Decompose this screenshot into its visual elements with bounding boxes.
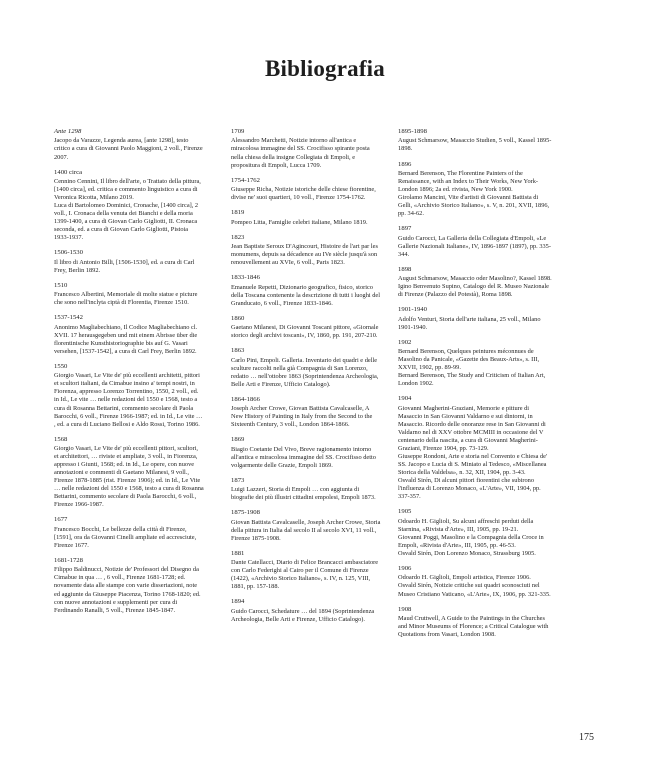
entry-year: 1908 xyxy=(398,605,412,613)
entry-year: 1754-1762 xyxy=(231,176,260,184)
reference-text: Guido Carocci, Schedature … del 1894 (Soprintendenza Archeologia, Belle Arti e Firenze, Ufficio Catalogo). xyxy=(231,607,375,623)
bibliography-entry xyxy=(398,306,552,332)
entry-year: 1897 xyxy=(398,225,412,233)
reference-text: Joseph Archer Crowe, Giovan Battista Cavalcaselle, A New History of Painting in Italy from the Second to the Sixteenth Century, 3 voll., London 1864-1866. xyxy=(231,405,373,429)
reference-text: Emanuele Repetti, Dizionario geografico, fisico, storico della Toscana contenente la descrizione di tutti i luoghi del Granducato, 6 voll., Firenze 1833-1846. xyxy=(231,283,380,307)
bibliography-entry xyxy=(398,266,552,300)
reference-text: Guido Carocci, La Galleria della Collegiata d'Empoli, «Le Gallerie Nazionali Italiane», IV, 1896-1897 (1897), pp. 335-344. xyxy=(398,234,551,258)
reference-text: Luigi Lazzeri, Storia di Empoli … con aggiunta di biografie dei più illustri cittadini empolesi, Empoli 1873. xyxy=(231,486,376,502)
reference-text: Osvald Sirén, Notizie critiche sui quadri sconosciuti nel Museo Cristiano Vaticano, «L'Arte», IX, 1906, pp. 321-335. xyxy=(398,582,551,598)
bibliography-entry xyxy=(231,315,381,341)
bibliography-entry xyxy=(231,598,381,624)
entry-year: 1898 xyxy=(398,265,412,273)
reference-text: Giorgio Vasari, Le Vite de' più eccellenti architetti, pittori et scultori italiani, da Cimabue insino a' tempi nostri, in Fiorenza, appresso Lorenzo Torrentino, 1550, 2 voll., ed. in Id., Le vite … nelle redazioni del 1550 e 1568, testo a cura di Rosanna Bettarini, commento secolare di Paola Barocchi, 6 voll., Firenze 1966-1987; ed. in Id., Le vite … , ed. a cura di Luciano Bellosi e Aldo Rossi, Torino 1986. xyxy=(54,372,203,428)
reference-text: Jacopo da Varazze, Legenda aurea, [ante 1298], testo critico a cura di Giovanni Paolo Maggioni, 2 voll., Firenze 2007. xyxy=(54,137,203,161)
entry-year: 1510 xyxy=(54,281,68,289)
entry-year: 1709 xyxy=(231,128,245,135)
entry-year: 1863 xyxy=(231,347,245,355)
reference-text: Giorgio Vasari, Le Vite de' più eccellenti pittori, scultori, et architettori, … riviste et ampliate, 3 voll., in Fiorenza, appresso i Giunti, 1568; ed. in Id., Le opere, con nuove annotazioni e commenti di Gaetano Milanesi, 9 voll., Firenze 1878-1885 (rist. Firenze 1906); ed. in Id., Le Vite … nelle redazioni del 1550 e 1568, testo a cura di Rosanna Bettarini, commento secolare di Paola Barocchi, 6 voll., Firenze 1966-1987. xyxy=(54,445,204,509)
entry-year: 1681-1728 xyxy=(54,556,83,564)
bibliography-entry xyxy=(231,477,381,503)
bibliography-entry xyxy=(54,516,204,550)
entry-year: Ante 1298 xyxy=(54,128,82,135)
bibliography-entry xyxy=(231,128,381,170)
entry-year: 1833-1846 xyxy=(231,274,260,282)
bibliography-entry xyxy=(54,363,204,429)
bibliography-entry xyxy=(231,234,381,268)
entry-year: 1902 xyxy=(398,338,412,346)
entry-year: 1906 xyxy=(398,565,412,573)
entry-year: 1895-1898 xyxy=(398,128,427,135)
reference-text: Osvald Sirén, Don Lorenzo Monaco, Strassburg 1905. xyxy=(398,549,536,557)
bibliography-entry xyxy=(398,225,552,259)
reference-text: Maud Cruttwell, A Guide to the Paintings in the Churches and Minor Museums of Florence; a Critical Catalogue with Quotations from Vasari, London 1908. xyxy=(398,614,549,639)
reference-text: Carlo Pini, Empoli. Galleria. Inventario dei quadri e delle sculture raccolti nella già Compagnia di San Lorenzo, redatto … nell'ottobre 1863 (Soprintendenza Archeologia, Belle Arti e Firenze, Ufficio Catalogo). xyxy=(231,356,379,388)
reference-text: August Schmarsow, Masaccio Studien, 5 voll., Kassel 1895-1898. xyxy=(398,137,552,153)
reference-text: Odoardo H. Giglioli, Empoli artistica, Firenze 1906. xyxy=(398,574,531,582)
reference-text: Anonimo Magliabechiano, Il Codice Magliabechiano cl. XVII. 17 herausgegeben und mit einem Abrisse über die florentinische Kunsthistoriographie bis auf G. Vasari versehen, [1537-1542], a cura di Carl Frey, Berlin 1892. xyxy=(54,323,198,355)
page-number: 175 xyxy=(579,732,594,743)
bibliography-entry xyxy=(231,209,381,226)
bibliography-entry xyxy=(54,557,204,615)
reference-text: August Schmarsow, Masaccio oder Masolino?, Kassel 1898. xyxy=(398,275,552,283)
entry-year: 1894 xyxy=(231,598,245,606)
entry-year: 1823 xyxy=(231,233,245,241)
bibliography-entry xyxy=(54,314,204,356)
reference-text: Giuseppe Richa, Notizie istoriche delle chiese fiorentine, divise ne' suoi quartieri, 10 voll., Firenze 1754-1762. xyxy=(231,186,376,202)
reference-text: Pompeo Litta, Famiglie celebri italiane, Milano 1819. xyxy=(231,218,368,226)
reference-text: Bernard Berenson, The Florentine Painters of the Renaissance, with an Index to Their Works, New York-London 1896; 2a ed. rivista, New York 1900. xyxy=(398,169,539,193)
bibliography-entry xyxy=(398,606,552,640)
entry-year: 1864-1866 xyxy=(231,395,260,403)
reference-text: Gaetano Milanesi, Di Giovanni Toscani pittore, «Giornale storico degli archivi toscani», IV, 1860, pp. 191, 207-210. xyxy=(231,324,379,340)
entry-year: 1869 xyxy=(231,436,245,444)
entry-year: 1537-1542 xyxy=(54,314,83,322)
entry-year: 1677 xyxy=(54,516,68,524)
bibliography-entry xyxy=(231,347,381,389)
reference-text: Giovanni Poggi, Masolino e la Compagnia della Croce in Empoli, «Rivista d'Arte», III, 1905, pp. 46-53. xyxy=(398,533,544,549)
reference-text: Osvald Sirén, Di alcuni pittori fiorentini che subirono l'influenza di Lorenzo Monaco, «L'Arte», VII, 1904, pp. 337-357. xyxy=(398,477,541,501)
bibliography-entry xyxy=(54,436,204,510)
reference-text: Il libro di Antonio Billi, [1506-1530], ed. a cura di Carl Frey, Berlin 1892. xyxy=(54,258,195,274)
reference-text: Luca di Bartolomeo Dominici, Cronache, [1400 circa], 2 voll., I. Cronaca della venuta dei Bianchi e della moria 1399-1400, a cura di Giovan Carlo Gigliotti, II. Cronaca seconda, ed. a cura di Giovan Carlo Gigliotti, Pistoia 1933-1937. xyxy=(54,202,199,242)
reference-text: Igino Benvenuto Supino, Catalogo del R. Museo Nazionale di Firenze (Palazzo del Potestà), Roma 1898. xyxy=(398,283,549,299)
bibliography-entry xyxy=(398,508,552,558)
reference-text: Alessandro Marchetti, Notizie intorno all'antica e miracolosa immagine del SS. Crocifisso spirante posta nella chiesa della insigne Collegiata di Empoli, e propositura di Empoli, Lucca 1709. xyxy=(231,137,370,169)
reference-text: Adolfo Venturi, Storia dell'arte italiana, 25 voll., Milano 1901-1940. xyxy=(398,315,541,331)
bibliography-entry xyxy=(398,395,552,501)
reference-text: Francesco Bocchi, Le bellezze della città di Firenze, [1591], ora da Giovanni Cinelli ampliate ed accresciute, Firenze 1677. xyxy=(54,525,197,549)
reference-text: Giovan Battista Cavalcaselle, Joseph Archer Crowe, Storia della pittura in Italia dal secolo II al secolo XVI, 11 voll., Firenze 1875-1908. xyxy=(231,518,381,542)
bibliography-entry xyxy=(398,565,552,599)
page-title: Bibliografia xyxy=(265,56,385,81)
reference-text: Filippo Baldinucci, Notizie de' Professori del Disegno da Cimabue in qua … , 6 voll., Firenze 1681-1728; ed. novamente data alle stampe con varie dissertazioni, note ed aggiunte da Giuseppe Piacenza, Torino 1768-1820; ed. con nuove annotazioni e supplementi per cura di Ferdinando Ranalli, 5 voll., Firenze 1845-1847. xyxy=(54,566,201,614)
bibliography-entry xyxy=(231,177,381,203)
entry-year: 1873 xyxy=(231,476,245,484)
bibliography-column-2 xyxy=(231,128,381,631)
bibliography-entry xyxy=(54,249,204,275)
reference-text: Jean Baptiste Seroux D'Agincourt, Histoire de l'art par les monumens, depuis sa décadence au IVe siècle jusqu'à son renouvellement au XVIe, 6 voll., Paris 1823. xyxy=(231,242,378,267)
entry-year: 1506-1530 xyxy=(54,249,83,257)
entry-year: 1860 xyxy=(231,314,245,322)
entry-year: 1904 xyxy=(398,395,412,403)
reference-text: Cennino Cennini, Il libro dell'arte, o Trattato della pittura, [1400 circa], ed. critica e commento linguistico a cura di Veronica Ricotta, Milano 2019. xyxy=(54,177,201,202)
bibliography-entry xyxy=(398,339,552,389)
entry-year: 1875-1908 xyxy=(231,509,260,517)
entry-year: 1400 circa xyxy=(54,168,83,176)
bibliography-entry xyxy=(54,282,204,308)
bibliography-column-1 xyxy=(54,128,204,622)
bibliography-entry xyxy=(398,161,552,219)
entry-year: 1881 xyxy=(231,549,245,557)
reference-text: Girolamo Mancini, Vite d'artisti di Giovanni Battista di Gelli, «Archivio Storico Italiano», s. V, n. 201, XVII, 1896, pp. 34-62. xyxy=(398,194,550,218)
reference-text: Biagio Coetante Del Vivo, Breve ragionamento intorno all'antica e miracolosa immagine del SS. Crocifisso detto volgarmente delle Grazie, Empoli 1869. xyxy=(231,445,376,469)
reference-text: Francesco Albertini, Memoriale di molte statue e picture che sono nell'inclyta ciptà di Florentia, Firenze 1510. xyxy=(54,291,198,307)
bibliography-entry xyxy=(398,128,552,154)
entry-year: 1901-1940 xyxy=(398,306,427,314)
bibliography-entry xyxy=(54,169,204,243)
bibliography-entry xyxy=(231,396,381,430)
entry-year: 1819 xyxy=(231,209,245,217)
reference-text: Bernard Berenson, Quelques peintures méconnues de Masolino da Panicale, «Gazette des Beaux-Arts», s. III, XXVII, 1902, pp. 89-99. xyxy=(398,348,540,372)
bibliography-entry xyxy=(231,550,381,592)
reference-text: Dante Catellacci, Diario di Felice Brancacci ambasciatore con Carlo Federighi al Cairo per il Comune di Firenze (1422), «Archivio Storico Italiano», s. IV, n. 125, VIII, 1881, pp. 157-188. xyxy=(231,559,379,591)
bibliography-entry xyxy=(54,128,204,162)
entry-year: 1550 xyxy=(54,362,68,370)
bibliography-entry xyxy=(231,274,381,308)
reference-text: Bernard Berenson, The Study and Criticism of Italian Art, London 1902. xyxy=(398,372,546,388)
bibliography-column-3 xyxy=(398,128,552,646)
reference-text: Giovanni Magherini-Graziani, Memorie e pitture di Masaccio in San Giovanni Valdarno e sui dintorni, in Masaccio. Ricordo delle onoranze rese in San Giovanni di Valdarno nel di XXV ottobre MCMIII in occasione del V centenario della nascita, a cura di Giovanni Magherini-Graziani, Firenze 1904, pp. 73-129. xyxy=(398,404,546,453)
entry-year: 1568 xyxy=(54,435,68,443)
bibliography-entry xyxy=(231,509,381,543)
reference-text: Odoardo H. Giglioli, Su alcuni affreschi perduti della Starnina, «Rivista d'Arte», III, 1905, pp. 19-21. xyxy=(398,517,534,533)
reference-text: Giuseppe Rondoni, Arte e storia nel Convento e Chiesa de' SS. Jacopo e Lucia di S. Miniato al Tedesco, «Miscellanea Storica della Valdelsa», n. 32, XII, 1904, pp. 3-43. xyxy=(398,453,548,477)
entry-year: 1905 xyxy=(398,508,412,516)
bibliography-entry xyxy=(231,436,381,470)
entry-year: 1896 xyxy=(398,160,412,168)
